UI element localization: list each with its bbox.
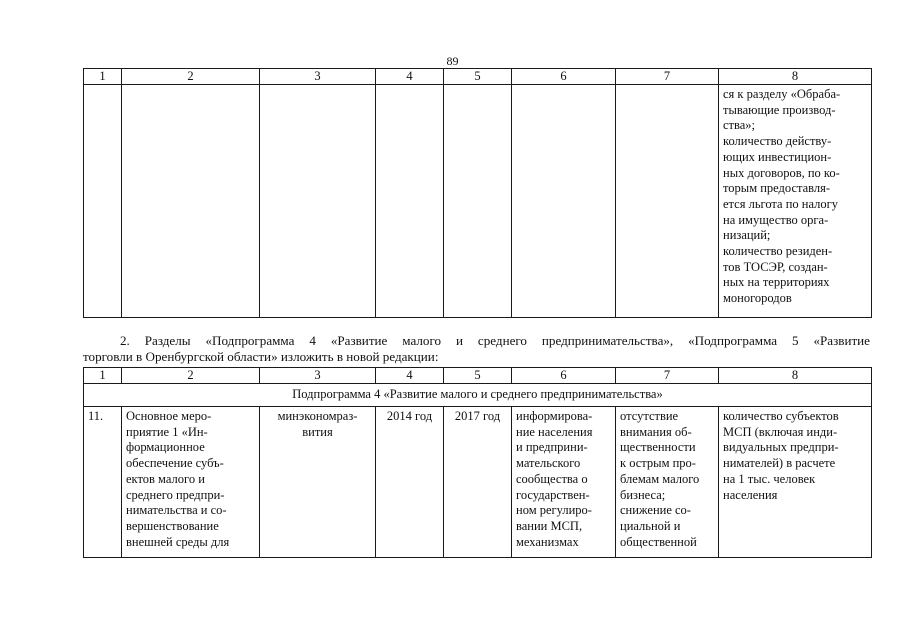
end-year-cell: 2017 год: [444, 407, 512, 558]
paragraph-line: 2. Разделы «Подпрограмма 4 «Развитие малого и среднего предпринимательства», «Подпрограмма 5 «Развитие: [120, 333, 870, 348]
column-number: 3: [260, 69, 376, 85]
column-number: 4: [376, 69, 444, 85]
column-number: 1: [84, 69, 122, 85]
executor-cell: минэкономраз- вития: [260, 407, 376, 558]
column-number: 8: [719, 69, 872, 85]
column-number: 5: [444, 368, 512, 384]
subprogram-table: [83, 367, 872, 558]
paragraph-line: торговли в Оренбургской области» изложить в новой редакции:: [83, 349, 439, 364]
table-header-row: [84, 69, 872, 85]
empty-cell: [122, 85, 260, 318]
amendment-paragraph: [83, 333, 870, 365]
column-number: 2: [122, 368, 260, 384]
column-number: 4: [376, 368, 444, 384]
table-row: [84, 407, 872, 558]
consequences-cell: отсутствие внимания об- щественности к острым про- блемам малого бизнеса; снижение со- циальной и общественной: [616, 407, 719, 558]
table-header-row: [84, 368, 872, 384]
empty-cell: [616, 85, 719, 318]
empty-cell: [84, 85, 122, 318]
column-number: 7: [616, 69, 719, 85]
row-number: 11.: [84, 407, 122, 558]
event-name-cell: Основное меро- приятие 1 «Ин- формационное обеспечение субъ- ектов малого и среднего предпри- нимательства и со- вершенствование внешней среды для: [122, 407, 260, 558]
subprogram-title-row: [84, 384, 872, 407]
column-number: 6: [512, 69, 616, 85]
column-number: 6: [512, 368, 616, 384]
page-number: 89: [446, 54, 459, 68]
start-year-cell: 2014 год: [376, 407, 444, 558]
empty-cell: [444, 85, 512, 318]
continuation-table: [83, 68, 872, 318]
column-number: 3: [260, 368, 376, 384]
column-number: 1: [84, 368, 122, 384]
table-row: [84, 85, 872, 318]
empty-cell: [260, 85, 376, 318]
column-number: 5: [444, 69, 512, 85]
column-number: 7: [616, 368, 719, 384]
expected-result-cell: информирова- ние населения и предприни- мательского сообщества о государствен- ном регулиро- вании МСП, механизмах: [512, 407, 616, 558]
empty-cell: [512, 85, 616, 318]
empty-cell: [376, 85, 444, 318]
subprogram-title: Подпрограмма 4 «Развитие малого и среднего предпринимательства»: [84, 384, 872, 407]
indicator-cell: количество субъектов МСП (включая инди- видуальных предпри- нимателей) в расчете на 1 тыс. человек населения: [719, 407, 872, 558]
column-number: 2: [122, 69, 260, 85]
column-number: 8: [719, 368, 872, 384]
indicator-cell: ся к разделу «Обраба- тывающие производ- ства»; количество действу- ющих инвестицион- ных договоров, по ко- торым предоставля- ется льгота по налогу на имущество орга- низаций; количество резиден- тов ТОСЭР, создан- ных на территориях моногородов: [719, 85, 872, 318]
